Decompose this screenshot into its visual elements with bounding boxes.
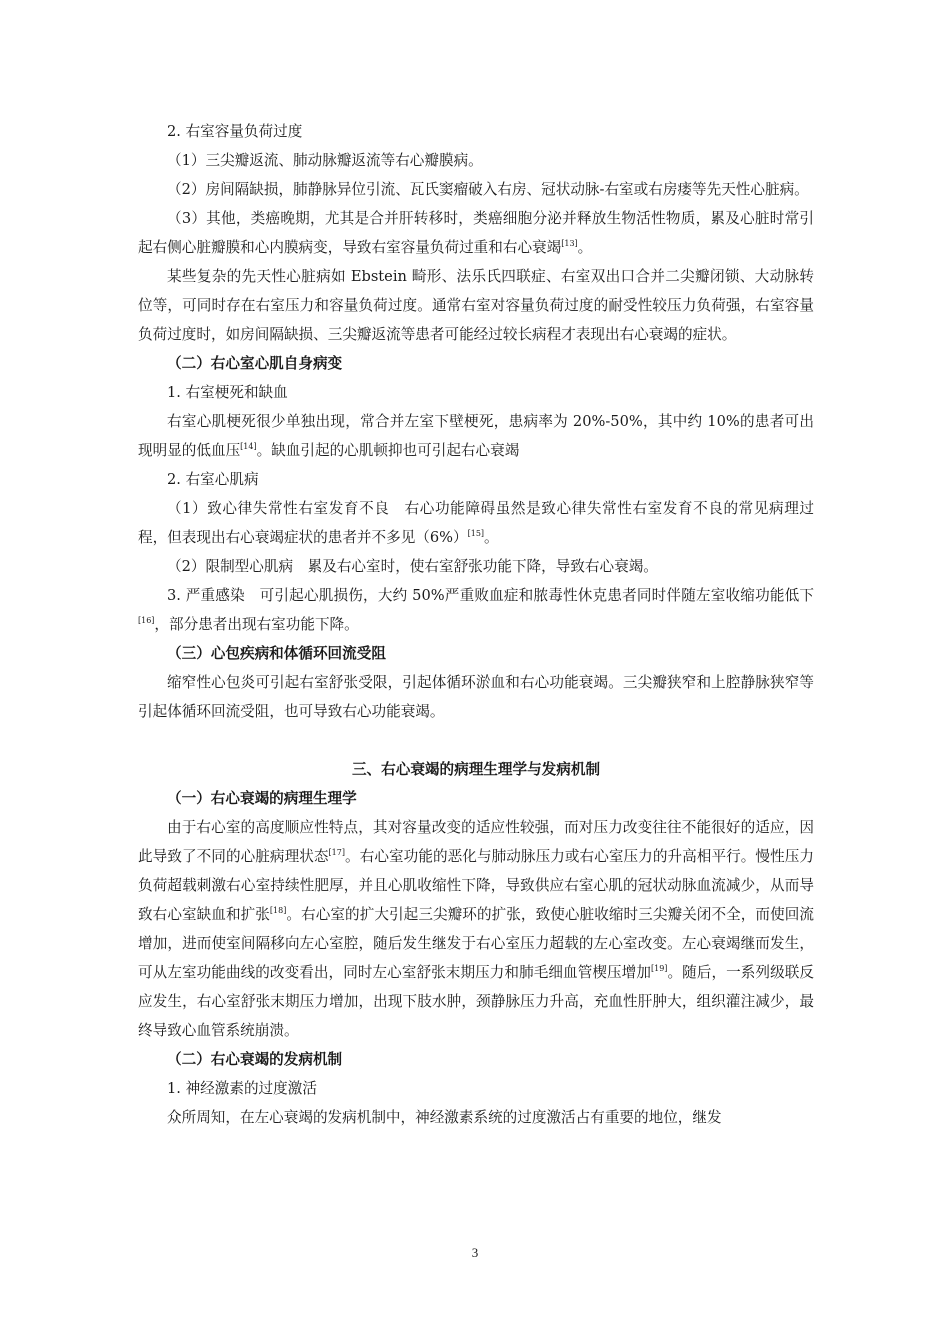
citation: [15] [467,529,485,538]
citation: [19] [650,964,668,973]
citation: [18] [269,906,287,915]
paragraph [138,465,814,494]
paragraph [138,668,814,726]
paragraph-text: 。右心室的扩大引起三尖瓣环的扩张，致使心脏收缩时三尖瓣关闭不全，而使回流增加，进而使室间隔移向左心室腔，随后发生继发于右心室压力超载的左心室改变。左心衰竭继而发生，可从左室功能曲线的改变看出，同时左心室舒张末期压力和肺毛细血管楔压增加 [138,906,814,981]
paragraph [138,146,814,175]
paragraph [138,117,814,146]
paragraph-text: 右室心肌梗死很少单独出现，常合并左室下壁梗死，患病率为 20%-50%，其中约 10%的患者可出现明显的低血压 [138,413,814,459]
paragraph [138,1103,814,1132]
paragraph-text: 。缺血引起的心肌顿抑也可引起右心衰竭 [256,442,520,459]
subsection-heading: （一）右心衰竭的病理生理学 [167,790,357,807]
paragraph-text: 。 [484,529,499,546]
paragraph-text: 1. 右室梗死和缺血 [167,384,288,401]
subsection-heading: （二）右心室心肌自身病变 [167,355,343,372]
paragraph [138,407,814,465]
paragraph-text: （2）限制型心肌病 累及右心室时，使右室舒张功能下降，导致右心衰竭。 [167,558,658,575]
paragraph-text: 由于右心室的高度顺应性特点，其对容量改变的适应性较强，而对压力改变往往不能很好的适应，因此导致了不同的心脏病理状态 [138,819,814,865]
paragraph-text: 。右心室功能的恶化与肺动脉压力或右心室压力的升高相平行。慢性压力负荷超载刺激右心室持续性肥厚，并且心肌收缩性下降，导致供应右室心肌的冠状动脉血流减少，从而导致右心室缺血和扩张 [138,848,814,923]
paragraph [138,581,814,639]
paragraph-text: 3. 严重感染 可引起心肌损伤，大约 50%严重败血症和脓毒性休克患者同时伴随左室收缩功能低下 [167,587,814,604]
paragraph-text: 2. 右室心肌病 [167,471,259,488]
paragraph-text: （3）其他，类癌晚期，尤其是合并肝转移时，类癌细胞分泌并释放生物活性物质，累及心脏时常引起右侧心脏瓣膜和心内膜病变，导致右室容量负荷过重和右心衰竭 [138,210,814,256]
paragraph-text: 。随后，一系列级联反应发生，右心室舒张末期压力增加，出现下肢水肿，颈静脉压力升高，充血性肝肿大，组织灌注减少，最终导致心血管系统崩溃。 [138,964,814,1039]
paragraph-text: （1）三尖瓣返流、肺动脉瓣返流等右心瓣膜病。 [167,152,483,169]
paragraph-text: 2. 右室容量负荷过度 [167,123,303,140]
paragraph-text: 。 [577,239,593,256]
citation: [13] [561,239,578,248]
paragraph [138,175,814,204]
paragraph [138,262,814,349]
paragraph-text: 某些复杂的先天性心脏病如 Ebstein 畸形、法乐氏四联症、右室双出口合并二尖瓣闭锁、大动脉转位等，可同时存在右室压力和容量负荷过度。通常右室对容量负荷过度的耐受性较压力负荷强，右室容量负荷过度时，如房间隔缺损、三尖瓣返流等患者可能经过较长病程才表现出右心衰竭的症状。 [138,268,814,343]
paragraph-text: ，部分患者出现右室功能下降。 [154,616,359,633]
paragraph [138,1074,814,1103]
subsection-heading: （二）右心衰竭的发病机制 [167,1051,343,1068]
page-number: 3 [471,1245,479,1260]
paragraph-text: （1）致心律失常性右室发育不良 右心功能障碍虽然是致心律失常性右室发育不良的常见病理过程，但表现出右心衰竭症状的患者并不多见（6%） [138,500,814,546]
paragraph [138,494,814,552]
paragraph [138,378,814,407]
paragraph [138,552,814,581]
paragraph [138,204,814,262]
paragraph-text: 1. 神经激素的过度激活 [167,1080,317,1097]
citation: [17] [328,848,345,857]
paragraph-text: 缩窄性心包炎可引起右室舒张受限，引起体循环淤血和右心功能衰竭。三尖瓣狭窄和上腔静脉狭窄等引起体循环回流受阻，也可导致右心功能衰竭。 [138,674,814,720]
citation: [14] [240,442,257,451]
paragraph-text: 众所周知，在左心衰竭的发病机制中，神经激素系统的过度激活占有重要的地位，继发 [167,1109,722,1126]
paragraph-text: （2）房间隔缺损，肺静脉异位引流、瓦氏窦瘤破入右房、冠状动脉-右室或右房瘘等先天性心脏病。 [167,181,809,198]
subsection-heading: （三）心包疾病和体循环回流受阻 [167,645,386,662]
citation: [16] [138,616,155,625]
section-title: 三、右心衰竭的病理生理学与发病机制 [351,761,601,778]
paragraph [138,813,814,1045]
page-body [138,117,814,1132]
